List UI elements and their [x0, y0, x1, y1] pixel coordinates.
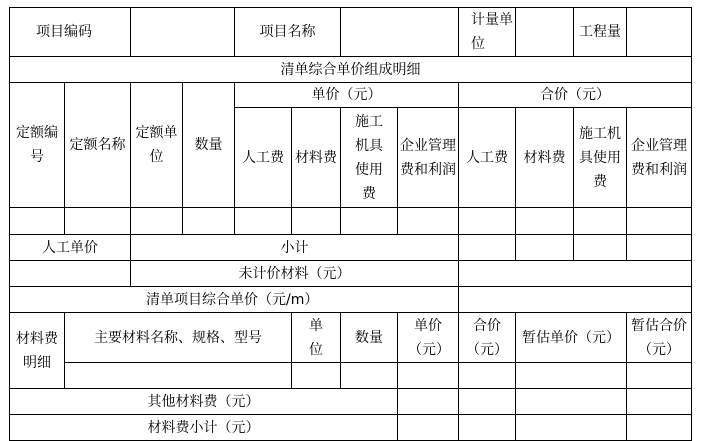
quantity-header: 数量	[183, 83, 235, 208]
detail-cell	[459, 208, 516, 235]
material-subtotal-cell	[627, 415, 692, 441]
detail-title: 清单综合单价组成明细	[10, 57, 692, 83]
estimated-unit-price-header: 暂估单价（元）	[516, 313, 627, 363]
other-fee-cell	[459, 389, 516, 415]
subtotal-label: 小计	[131, 235, 459, 261]
material-cell	[627, 363, 692, 389]
unit-price-analysis-table	[9, 7, 692, 441]
detail-cell	[183, 208, 235, 235]
material-subtotal-cell	[459, 415, 516, 441]
total-labor-header: 人工费	[459, 108, 516, 208]
other-fee-cell	[627, 389, 692, 415]
detail-cell	[574, 208, 627, 235]
material-total-price-header: 合价（元）	[459, 313, 516, 363]
unit-label: 计量单位	[459, 8, 516, 57]
total-price-group-header: 合价（元）	[459, 83, 692, 108]
unit-machine-header: 施工机具使用费	[341, 108, 398, 208]
material-unit-price-header: 单价（元）	[398, 313, 459, 363]
total-mgmt-header: 企业管理费和利润	[627, 108, 692, 208]
unpriced-material-value	[459, 261, 692, 287]
subtotal-labor	[459, 235, 516, 261]
unit-price-group-header: 单价（元）	[235, 83, 459, 108]
material-cell	[341, 363, 398, 389]
total-material-header: 材料费	[516, 108, 574, 208]
labor-unit-price-value	[10, 261, 131, 287]
material-fee-subtotal-label: 材料费小计（元）	[10, 415, 398, 441]
other-fee-cell	[398, 389, 459, 415]
composite-unit-price-label: 清单项目综合单价（元/m）	[10, 287, 459, 313]
material-subtotal-cell	[398, 415, 459, 441]
item-name-label: 项目名称	[235, 8, 341, 57]
material-subtotal-cell	[516, 415, 627, 441]
other-fee-cell	[516, 389, 627, 415]
item-name-value	[341, 8, 459, 57]
unit-mgmt-header: 企业管理费和利润	[398, 108, 459, 208]
material-cell	[398, 363, 459, 389]
quantity-label: 工程量	[574, 8, 627, 57]
detail-cell	[235, 208, 292, 235]
quota-unit-header: 定额单位	[131, 83, 183, 208]
quantity-value	[627, 8, 692, 57]
material-qty-header: 数量	[341, 313, 398, 363]
unit-material-header: 材料费	[292, 108, 341, 208]
subtotal-mgmt	[627, 235, 692, 261]
subtotal-machine	[574, 235, 627, 261]
detail-cell	[627, 208, 692, 235]
detail-cell	[341, 208, 398, 235]
material-cell	[516, 363, 627, 389]
unit-labor-header: 人工费	[235, 108, 292, 208]
total-machine-header: 施工机具使用费	[574, 108, 627, 208]
detail-cell	[516, 208, 574, 235]
material-section-label: 材料费明细	[10, 313, 65, 389]
subtotal-material	[516, 235, 574, 261]
estimated-total-price-header: 暂估合价（元）	[627, 313, 692, 363]
quota-name-header: 定额名称	[65, 83, 131, 208]
labor-unit-price-label: 人工单价	[10, 235, 131, 261]
quota-code-header: 定额编号	[10, 83, 65, 208]
material-cell	[292, 363, 341, 389]
material-unit-header: 单位	[292, 313, 341, 363]
detail-cell	[131, 208, 183, 235]
unit-value	[516, 8, 574, 57]
material-cell	[459, 363, 516, 389]
material-cell	[65, 363, 292, 389]
main-material-name-header: 主要材料名称、规格、型号	[65, 313, 292, 363]
item-code-value	[131, 8, 235, 57]
detail-cell	[398, 208, 459, 235]
detail-cell	[292, 208, 341, 235]
detail-cell	[10, 208, 65, 235]
item-code-label: 项目编码	[10, 8, 131, 57]
unpriced-material-label: 未计价材料（元）	[131, 261, 459, 287]
other-material-fee-label: 其他材料费（元）	[10, 389, 398, 415]
detail-cell	[65, 208, 131, 235]
composite-unit-price-value	[459, 287, 692, 313]
cost-analysis-sheet	[9, 7, 691, 436]
